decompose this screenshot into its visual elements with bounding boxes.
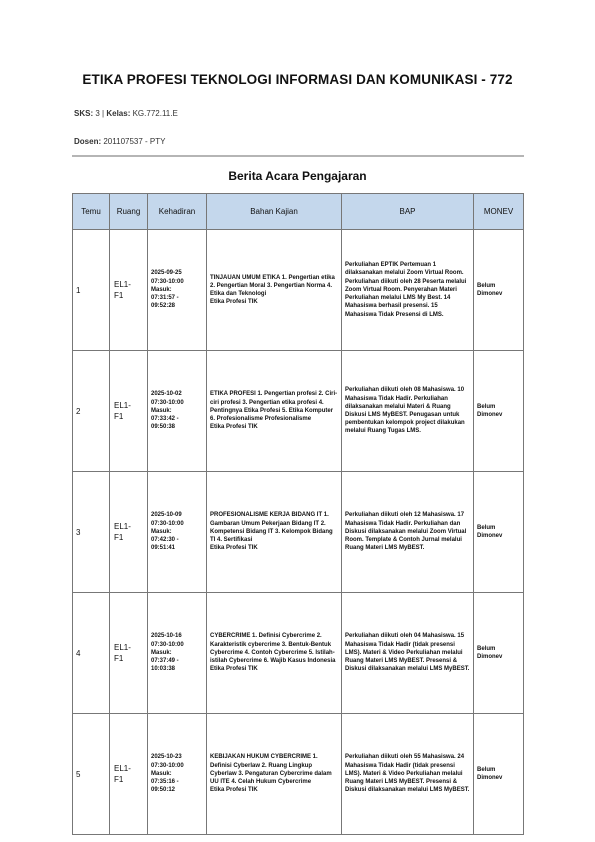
kelas-label: Kelas: [106, 109, 131, 118]
cell-monev: Belum Dimonev [474, 593, 524, 714]
cell-bahan-kajian: CYBERCRIME 1. Definisi Cybercrime 2. Karakteristik cybercrime 3. Bentuk-Bentuk Cybercrime 4. Contoh Cybercrime 5. Istilah-istilah Cybercrime 6. Wajib Kasus Indonesia Etika Profesi TIK [207, 593, 342, 714]
cell-temu: 2 [73, 351, 110, 472]
cell-kehadiran: 2025-10-02 07:30-10:00 Masuk: 07:33:42 - 09:50:38 [148, 351, 207, 472]
header-temu: Temu [73, 194, 110, 230]
course-meta [74, 109, 178, 118]
header-kehadiran: Kehadiran [148, 194, 207, 230]
cell-bap: Perkuliahan diikuti oleh 04 Mahasiswa. 15 Mahasiswa Tidak Hadir (tidak presensi LMS). Materi & Video Perkuliahan melalui Ruang Materi LMS MyBEST. Presensi & Diskusi dilaksanakan melalui LMS MyBEST. [342, 593, 474, 714]
cell-temu: 1 [73, 230, 110, 351]
table-row [73, 472, 524, 593]
cell-ruang: EL1- F1 [110, 351, 148, 472]
dosen-value: 201107537 - PTY [103, 137, 166, 146]
cell-bap: Perkuliahan diikuti oleh 55 Mahasiswa. 24 Mahasiswa Tidak Hadir (tidak presensi LMS). Materi & Video Perkuliahan melalui Ruang Materi LMS MyBEST. Presensi & Diskusi dilaksanakan melalui LMS MyBEST. [342, 714, 474, 835]
cell-bahan-kajian: ETIKA PROFESI 1. Pengertian profesi 2. Ciri-ciri profesi 3. Pengertian etika profesi 4. Pentingnya Etika Profesi 5. Etika Komputer 6. Profesionalisme Profesionalisme Etika Profesi TIK [207, 351, 342, 472]
cell-ruang: EL1- F1 [110, 593, 148, 714]
header-divider [72, 155, 524, 157]
cell-ruang: EL1- F1 [110, 230, 148, 351]
header-ruang: Ruang [110, 194, 148, 230]
cell-kehadiran: 2025-09-25 07:30-10:00 Masuk: 07:31:57 - 09:52:28 [148, 230, 207, 351]
cell-kehadiran: 2025-10-23 07:30-10:00 Masuk: 07:35:16 - 09:50:12 [148, 714, 207, 835]
cell-kehadiran: 2025-10-16 07:30-10:00 Masuk: 07:37:49 - 10:03:38 [148, 593, 207, 714]
cell-bahan-kajian: KEBIJAKAN HUKUM CYBERCRIME 1. Definisi Cyberlaw 2. Ruang Lingkup Cyberlaw 3. Pengaturan Cybercrime dalam UU ITE 4. Celah Hukum Cybercrime Etika Profesi TIK [207, 714, 342, 835]
lecturer-line [74, 137, 165, 146]
cell-kehadiran: 2025-10-09 07:30-10:00 Masuk: 07:42:30 - 09:51:41 [148, 472, 207, 593]
table-row [73, 593, 524, 714]
cell-ruang: EL1- F1 [110, 472, 148, 593]
cell-bap: Perkuliahan diikuti oleh 08 Mahasiswa. 10 Mahasiswa Tidak Hadir. Perkuliahan dilaksanakan melalui Materi & Ruang Diskusi LMS MyBEST. Penugasan untuk pembentukan kelompok project dilakukan melalui Ruang Tugas LMS. [342, 351, 474, 472]
cell-ruang: EL1- F1 [110, 714, 148, 835]
table-header-row [73, 194, 524, 230]
cell-monev: Belum Dimonev [474, 230, 524, 351]
header-monev: MONEV [474, 194, 524, 230]
cell-bap: Perkuliahan EPTIK Pertemuan 1 dilaksanakan melalui Zoom Virtual Room. Perkuliahan diikuti oleh 28 Peserta melalui Zoom Virtual Room. Penyerahan Materi Perkuliahan melalui LMS My Best. 14 Mahasiswa berhasil presensi. 15 Mahasiswa Tidak Presensi di LMS. [342, 230, 474, 351]
sks-label: SKS: [74, 109, 94, 118]
table-row [73, 230, 524, 351]
meta-separator: | [99, 109, 107, 118]
cell-monev: Belum Dimonev [474, 714, 524, 835]
cell-monev: Belum Dimonev [474, 351, 524, 472]
cell-bahan-kajian: TINJAUAN UMUM ETIKA 1. Pengertian etika 2. Pengertian Moral 3. Pengertian Norma 4. Etika dan Teknologi Etika Profesi TIK [207, 230, 342, 351]
bap-table [72, 193, 524, 835]
dosen-label: Dosen: [74, 137, 102, 146]
course-title: ETIKA PROFESI TEKNOLOGI INFORMASI DAN KOMUNIKASI - 772 [82, 72, 513, 87]
table-row [73, 714, 524, 835]
cell-temu: 5 [73, 714, 110, 835]
cell-temu: 4 [73, 593, 110, 714]
cell-monev: Belum Dimonev [474, 472, 524, 593]
header-bahan-kajian: Bahan Kajian [207, 194, 342, 230]
cell-bahan-kajian: PROFESIONALISME KERJA BIDANG IT 1. Gambaran Umum Pekerjaan Bidang IT 2. Kompetensi Bidang IT 3. Kelompok Bidang TI 4. Sertifikasi Etika Profesi TIK [207, 472, 342, 593]
header-bap: BAP [342, 194, 474, 230]
section-title: Berita Acara Pengajaran [228, 169, 367, 183]
table-row [73, 351, 524, 472]
sks-value: 3 [95, 109, 100, 118]
cell-bap: Perkuliahan diikuti oleh 12 Mahasiswa. 17 Mahasiswa Tidak Hadir. Perkuliahan dan Diskusi dilaksanakan melalui Zoom Virtual Room. Template & Contoh Jurnal melalui Ruang Materi LMS MyBEST. [342, 472, 474, 593]
kelas-value: KG.772.11.E [132, 109, 178, 118]
cell-temu: 3 [73, 472, 110, 593]
